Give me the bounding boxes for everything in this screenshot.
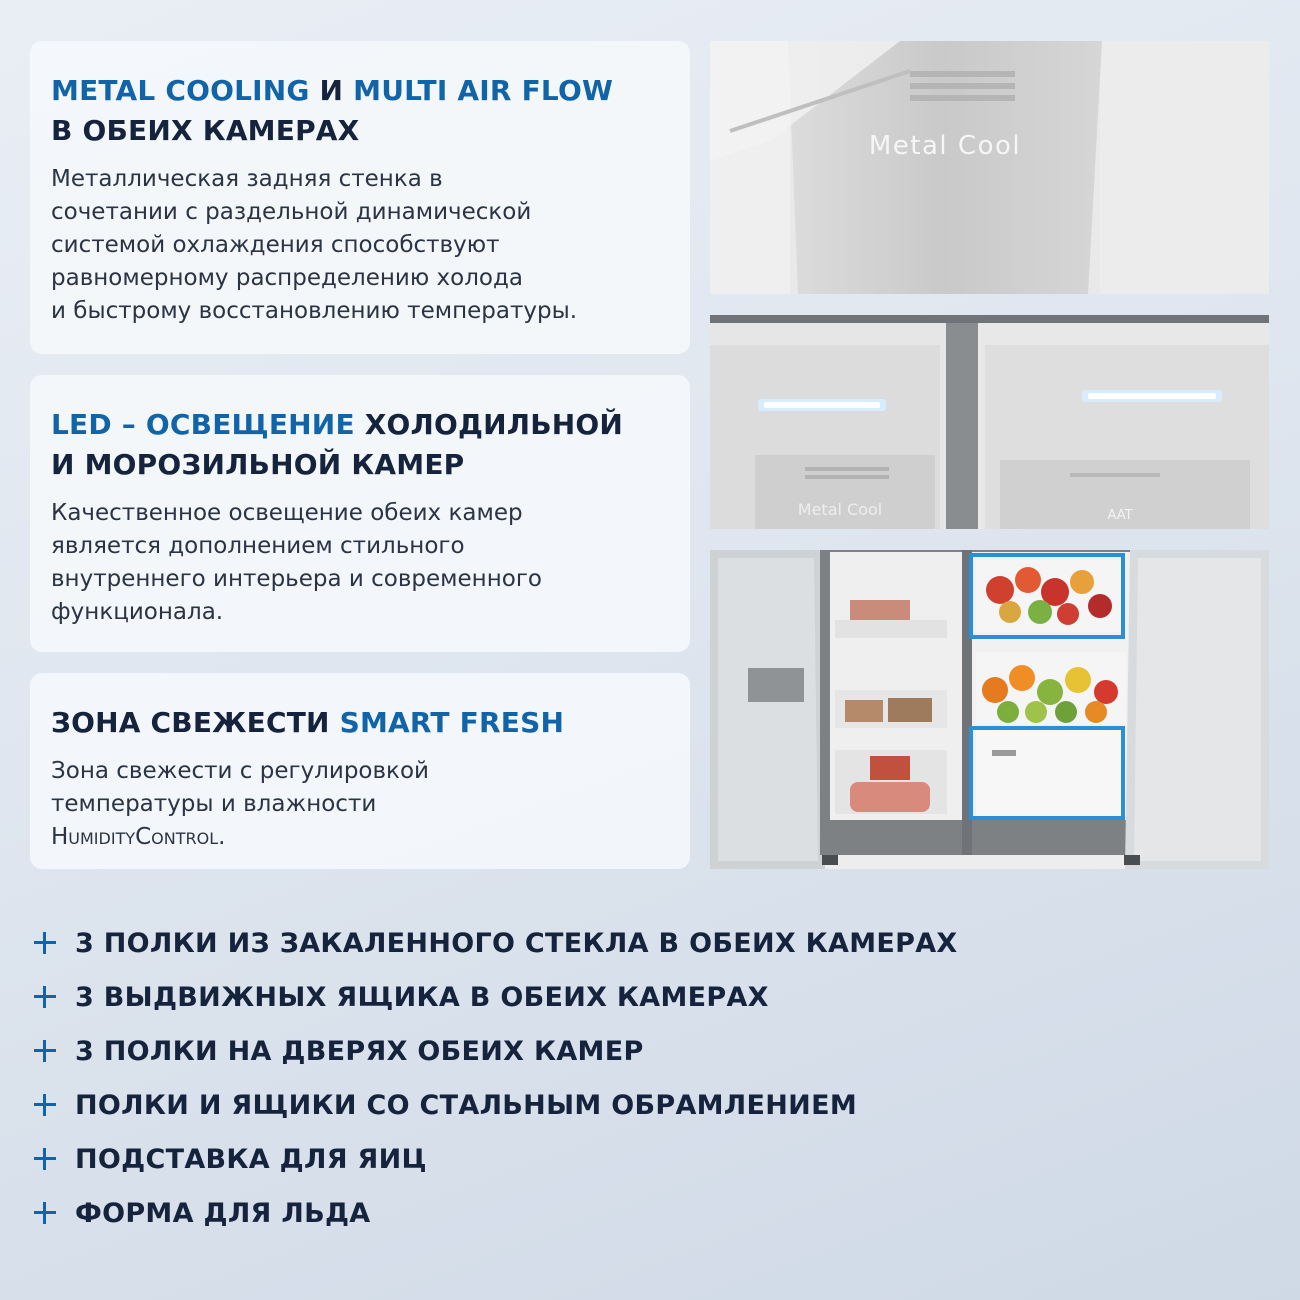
description-line: внутреннего интерьера и современного: [51, 566, 542, 592]
feature-item: [30, 916, 958, 970]
title-line-2: И МОРОЗИЛЬНОЙ КАМЕР: [51, 448, 465, 481]
plus-icon: [30, 982, 60, 1012]
feature-item: [30, 1078, 958, 1132]
metal-cool-illustration: [710, 41, 1269, 294]
feature-text: ПОДСТАВКА ДЛЯ ЯИЦ: [75, 1143, 427, 1175]
plus-icon: [30, 1036, 60, 1066]
description-line: функционала.: [51, 599, 224, 625]
feature-card-led: [30, 375, 690, 652]
photo-metal-cool-wall: [710, 41, 1269, 294]
description-line: системой охлаждения способствуют: [51, 232, 500, 258]
description-line: Металлическая задняя стенка в: [51, 166, 443, 192]
title-line-2: В ОБЕИХ КАМЕРАХ: [51, 114, 360, 147]
feature-text: 3 ПОЛКИ ИЗ ЗАКАЛЕННОГО СТЕКЛА В ОБЕИХ КАМЕРАХ: [75, 927, 958, 959]
title-accent: METAL COOLING: [51, 74, 310, 107]
photo-open-fridge: [710, 550, 1269, 869]
feature-text: 3 ВЫДВИЖНЫХ ЯЩИКА В ОБЕИХ КАМЕРАХ: [75, 981, 769, 1013]
title-accent: SMART FRESH: [339, 706, 565, 739]
feature-text: ФОРМА ДЛЯ ЛЬДА: [75, 1197, 371, 1229]
description-line: и быстрому восстановлению температуры.: [51, 298, 578, 324]
plus-icon: [30, 1144, 60, 1174]
metal-cool-label: Metal Cool: [868, 131, 1022, 161]
feature-item: [30, 1186, 958, 1240]
feature-card-metal-cooling: [30, 41, 690, 354]
title-accent: LED – ОСВЕЩЕНИЕ: [51, 408, 355, 441]
feature-text: ПОЛКИ И ЯЩИКИ СО СТАЛЬНЫМ ОБРАМЛЕНИЕМ: [75, 1089, 857, 1121]
title-mid: И: [309, 74, 354, 107]
feature-card-smart-fresh: [30, 673, 690, 869]
description-line: Зона свежести с регулировкой: [51, 758, 429, 784]
feature-item: [30, 1132, 958, 1186]
open-fridge-illustration: [710, 550, 1269, 869]
title-rest: ХОЛОДИЛЬНОЙ: [354, 408, 624, 441]
plus-icon: [30, 1198, 60, 1228]
card-description: [51, 755, 670, 854]
led-right-label: AAT: [1107, 508, 1133, 523]
description-line: является дополнением стильного: [51, 533, 465, 559]
plus-icon: [30, 928, 60, 958]
humidity-control-brand: HumidityControl.: [51, 824, 226, 850]
card-description: [51, 163, 670, 328]
card-title: [51, 703, 670, 743]
description-line: Качественное освещение обеих камер: [51, 500, 523, 526]
plus-icon: [30, 1090, 60, 1120]
card-title: [51, 71, 670, 151]
title-accent-2: MULTI AIR FLOW: [353, 74, 614, 107]
feature-text: 3 ПОЛКИ НА ДВЕРЯХ ОБЕИХ КАМЕР: [75, 1035, 644, 1067]
feature-item: [30, 1024, 958, 1078]
description-line: равномерному распределению холода: [51, 265, 523, 291]
title-plain: ЗОНА СВЕЖЕСТИ: [51, 706, 340, 739]
led-lighting-illustration: [710, 315, 1269, 529]
feature-item: [30, 970, 958, 1024]
features-list: [30, 916, 958, 1240]
description-line: температуры и влажности: [51, 791, 377, 817]
card-title: [51, 405, 670, 485]
description-line: сочетании с раздельной динамической: [51, 199, 532, 225]
led-left-label: Metal Cool: [797, 500, 883, 519]
photo-led-lighting: [710, 315, 1269, 529]
card-description: [51, 497, 670, 629]
